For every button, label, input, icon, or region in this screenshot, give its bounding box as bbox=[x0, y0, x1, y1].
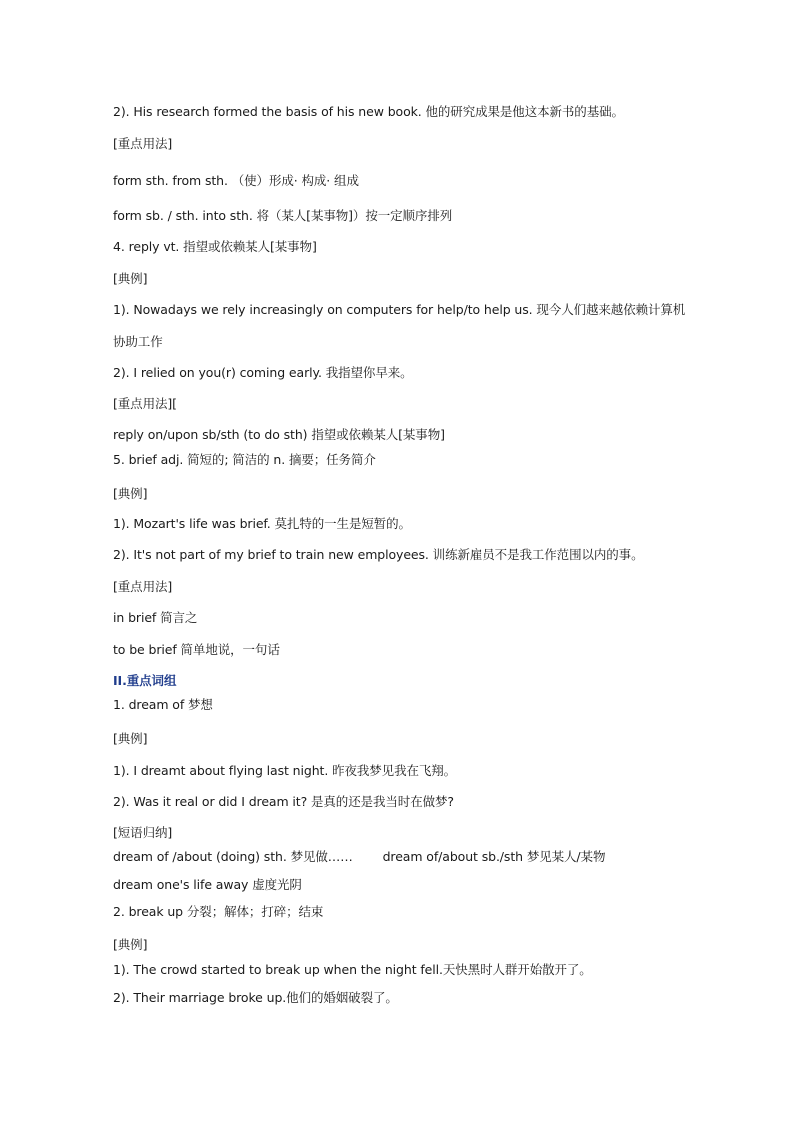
phrase-summary-line: dream one's life away 虚度光阴 bbox=[113, 877, 302, 892]
example-sentence: 1). Mozart's life was brief. 莫扎特的一生是短暂的。 bbox=[113, 516, 411, 531]
example-sentence: 2). I relied on you(r) coming early. 我指望你早来。 bbox=[113, 365, 413, 380]
usage-line: in brief 简言之 bbox=[113, 610, 198, 625]
usage-line: form sth. from sth. （使）形成· 构成· 组成 bbox=[113, 173, 359, 188]
section-label-key-usage: [重点用法] bbox=[113, 136, 173, 151]
example-sentence: 1). Nowadays we rely increasingly on computers for help/to help us. 现今人们越来越依赖计算机 bbox=[113, 302, 686, 317]
vocab-entry-reply: 4. reply vt. 指望或依赖某人[某事物] bbox=[113, 239, 317, 254]
example-sentence: 2). His research formed the basis of his new book. 他的研究成果是他这本新书的基础。 bbox=[113, 104, 624, 119]
section-label-phrase-summary: [短语归纳] bbox=[113, 825, 173, 840]
section-label-examples: [典例] bbox=[113, 271, 148, 286]
section-heading-key-phrases: II.重点词组 bbox=[113, 673, 177, 688]
vocab-entry-brief: 5. brief adj. 简短的; 简洁的 n. 摘要；任务简介 bbox=[113, 452, 376, 467]
section-label-examples: [典例] bbox=[113, 937, 148, 952]
phrase-summary-line bbox=[113, 849, 605, 865]
example-sentence: 2). Their marriage broke up.他们的婚姻破裂了。 bbox=[113, 990, 398, 1005]
usage-line: form sb. / sth. into sth. 将（某人[某事物]）按一定顺序排列 bbox=[113, 208, 453, 223]
section-label-key-usage: [重点用法][ bbox=[113, 396, 177, 411]
example-sentence: 1). The crowd started to break up when the night fell.天快黑时人群开始散开了。 bbox=[113, 962, 592, 977]
usage-line: to be brief 简单地说，一句话 bbox=[113, 642, 280, 657]
phrase-summary-item: dream of /about (doing) sth. 梦见做…… bbox=[113, 849, 353, 864]
phrase-entry-break-up: 2. break up 分裂；解体；打碎；结束 bbox=[113, 904, 324, 919]
phrase-summary-item: dream of/about sb./sth 梦见某人/某物 bbox=[382, 849, 606, 864]
section-label-key-usage: [重点用法] bbox=[113, 579, 173, 594]
phrase-entry-dream-of: 1. dream of 梦想 bbox=[113, 697, 213, 712]
example-sentence: 2). It's not part of my brief to train new employees. 训练新雇员不是我工作范围以内的事。 bbox=[113, 547, 644, 562]
example-sentence-continuation: 协助工作 bbox=[113, 334, 163, 349]
example-sentence: 1). I dreamt about flying last night. 昨夜我梦见我在飞翔。 bbox=[113, 763, 457, 778]
example-sentence: 2). Was it real or did I dream it? 是真的还是我当时在做梦? bbox=[113, 794, 454, 809]
section-label-examples: [典例] bbox=[113, 486, 148, 501]
section-label-examples: [典例] bbox=[113, 731, 148, 746]
usage-line: reply on/upon sb/sth (to do sth) 指望或依赖某人[某事物] bbox=[113, 427, 445, 442]
